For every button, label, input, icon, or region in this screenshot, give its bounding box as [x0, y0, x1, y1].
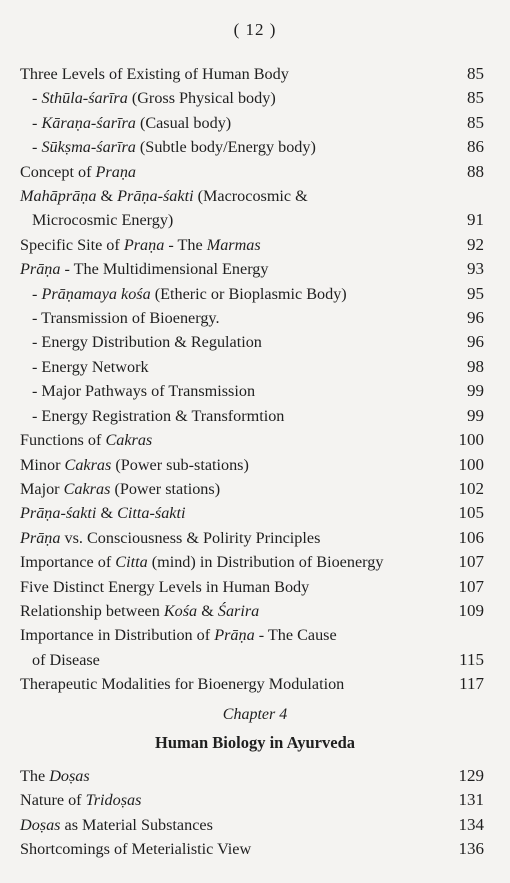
toc-entry-title — [20, 306, 444, 330]
toc-entry-page: 99 — [467, 405, 484, 425]
toc-entry-text: Minor — [20, 455, 65, 474]
toc-entry — [20, 86, 484, 110]
toc-entry-title — [20, 813, 444, 837]
toc-entry-title — [20, 282, 444, 306]
toc-entry-italic-text: Cakras — [64, 455, 112, 474]
toc-entry — [20, 623, 484, 672]
toc-entry-text: Functions of — [20, 431, 106, 450]
toc-entry-text: (Power stations) — [110, 479, 221, 498]
toc-entry — [20, 813, 484, 837]
toc-entry-italic-text: Sūkṣma-śarīra — [41, 138, 136, 157]
toc-entry-text: (Macrocosmic & — [193, 187, 308, 206]
chapter-title: Human Biology in Ayurveda — [154, 733, 356, 752]
toc-entry — [20, 428, 484, 452]
toc-entry-text: - — [32, 284, 42, 303]
toc-entry-page: 129 — [458, 766, 484, 785]
toc-entry-italic-text: Cakras — [63, 479, 111, 498]
toc-entry-page: 96 — [467, 332, 484, 352]
toc-entry-text: Shortcomings of Meterialistic View — [20, 840, 252, 859]
toc-entry-text: vs. Consciousness & Polirity Principles — [60, 528, 321, 547]
toc-entry-text: Importance in Distribution of — [20, 626, 215, 645]
toc-entry-title — [20, 355, 444, 379]
toc-entry — [20, 599, 484, 623]
toc-entry-page: 93 — [467, 259, 484, 279]
toc-entry-title — [20, 764, 444, 788]
toc-entry-text: (mind) in Distribution of Bioenergy — [147, 553, 384, 572]
toc-entry-italic-text: Sthūla-śarīra — [41, 89, 128, 108]
toc-entry — [20, 837, 484, 861]
toc-entry-page: 98 — [467, 356, 484, 376]
toc-entry-italic-text: Śarira — [217, 601, 260, 620]
toc-entry-text: as Material Substances — [60, 815, 213, 834]
toc-entry-page: 85 — [467, 112, 484, 132]
toc-entry — [20, 672, 484, 696]
toc-entry-text: - Transmission of Bioenergy. — [32, 309, 220, 328]
toc-entry-page: 131 — [458, 790, 484, 810]
toc-entry — [20, 306, 484, 330]
toc-entry — [20, 282, 484, 306]
toc-entry-text: Relationship between — [20, 601, 164, 620]
toc-entry — [20, 160, 484, 184]
toc-entry-title — [20, 623, 444, 672]
toc-entry — [20, 330, 484, 354]
toc-entry-page: 99 — [467, 381, 484, 401]
toc-entry-title — [20, 257, 444, 281]
toc-entry — [20, 184, 484, 233]
toc-entry — [20, 477, 484, 501]
toc-entry-page: 88 — [467, 161, 484, 181]
toc-entry-italic-text: Mahāprāṇa — [20, 187, 97, 206]
toc-entry-text: Major — [20, 479, 64, 498]
toc-entry — [20, 62, 484, 86]
toc-entry-title — [20, 599, 444, 623]
toc-entry-text: - Major Pathways of Transmission — [32, 382, 256, 401]
toc-entry-title — [20, 672, 444, 696]
toc-entry-italic-text: Citta-śakti — [117, 504, 186, 523]
table-of-contents — [20, 62, 484, 697]
toc-entry-page: 136 — [458, 839, 484, 859]
toc-entry-italic-text: Praṇa — [95, 162, 136, 181]
toc-entry-italic-text: Doṣas — [49, 767, 90, 785]
toc-entry — [20, 355, 484, 379]
toc-entry — [20, 233, 484, 257]
toc-entry — [20, 135, 484, 159]
toc-entry — [20, 526, 484, 550]
toc-entry — [20, 764, 484, 788]
toc-entry-page: 85 — [467, 88, 484, 108]
toc-entry-page: 134 — [458, 814, 484, 834]
toc-entry-text: The — [20, 767, 50, 785]
toc-entry-title — [20, 62, 444, 86]
toc-entry-page: 105 — [458, 503, 484, 523]
toc-entry-title — [20, 330, 444, 354]
toc-entry-page: 100 — [458, 454, 484, 474]
toc-entry-page: 102 — [458, 478, 484, 498]
toc-entry-page: 115 — [459, 649, 484, 669]
toc-entry-page: 91 — [467, 210, 484, 230]
toc-entry-page: 109 — [458, 600, 484, 620]
toc-entry-italic-text: Kośa — [163, 601, 198, 620]
toc-entry-title — [20, 379, 444, 403]
toc-entry-continuation: Microcosmic Energy) — [32, 211, 174, 230]
toc-entry-title — [20, 575, 444, 599]
toc-entry-text: Therapeutic Modalities for Bioenergy Modulation — [20, 675, 345, 694]
toc-entry-italic-text: Cakras — [105, 431, 153, 450]
toc-entry-text: - — [32, 138, 42, 157]
toc-entry-text: (Casual body) — [135, 113, 232, 132]
toc-entry-page: 106 — [458, 527, 484, 547]
toc-entry-page: 86 — [467, 137, 484, 157]
toc-entry-text: & — [96, 504, 118, 523]
toc-entry — [20, 453, 484, 477]
toc-entry-text: Specific Site of — [20, 235, 124, 254]
toc-entry-page: 117 — [459, 674, 484, 694]
toc-entry-title — [20, 233, 444, 257]
toc-entry-text: & — [96, 187, 118, 206]
table-of-contents-chapter-4 — [20, 764, 484, 862]
toc-entry-page: 100 — [458, 430, 484, 450]
toc-entry-italic-text: Prāṇa — [20, 260, 61, 279]
toc-entry — [20, 550, 484, 574]
toc-entry-page: 92 — [467, 234, 484, 254]
toc-entry-title — [20, 477, 444, 501]
toc-entry — [20, 575, 484, 599]
toc-entry — [20, 788, 484, 812]
toc-entry-text: - The Cause — [254, 626, 337, 645]
toc-entry-title — [20, 404, 444, 428]
toc-entry-italic-text: Prāṇa-śakti — [117, 187, 194, 206]
toc-entry-title — [20, 501, 444, 525]
toc-entry — [20, 404, 484, 428]
toc-entry-text: (Gross Physical body) — [127, 89, 276, 108]
toc-entry-text: - The Multidimensional Energy — [60, 260, 269, 279]
toc-entry-text: - — [32, 89, 42, 108]
toc-entry-page: 107 — [458, 552, 484, 572]
toc-entry-title — [20, 135, 444, 159]
toc-entry — [20, 111, 484, 135]
toc-entry-title — [20, 111, 444, 135]
toc-entry — [20, 501, 484, 525]
toc-entry-text: Concept of — [20, 162, 96, 181]
toc-entry-title — [20, 160, 444, 184]
toc-entry-continuation: of Disease — [32, 650, 100, 669]
chapter-label: Chapter 4 — [222, 706, 288, 723]
toc-entry — [20, 379, 484, 403]
toc-entry-italic-text: Kāraṇa-śarīra — [41, 113, 136, 132]
toc-entry-italic-text: Tridoṣas — [85, 791, 142, 810]
toc-entry-italic-text: Doṣas — [20, 815, 61, 834]
toc-entry-text: - — [32, 113, 42, 132]
page-number: ( 12 ) — [233, 20, 277, 39]
toc-entry-italic-text: Citta — [115, 553, 148, 572]
toc-entry-text: - Energy Network — [32, 357, 149, 376]
toc-entry-text: (Subtle body/Energy body) — [135, 138, 316, 157]
toc-entry-title — [20, 550, 444, 574]
toc-entry-text: Three Levels of Existing of Human Body — [20, 65, 289, 83]
toc-entry-page: 107 — [458, 576, 484, 596]
toc-entry-title — [20, 526, 444, 550]
toc-entry-text: (Etheric or Bioplasmic Body) — [150, 284, 347, 303]
toc-entry — [20, 257, 484, 281]
toc-entry-text: Importance of — [20, 553, 116, 572]
toc-entry-page: 95 — [467, 283, 484, 303]
toc-entry-page: 96 — [467, 308, 484, 328]
toc-entry-text: - Energy Distribution & Regulation — [32, 333, 262, 352]
toc-entry-italic-text: Prāṇamaya kośa — [41, 284, 151, 303]
toc-entry-italic-text: Prāṇa — [214, 626, 255, 645]
toc-entry-title — [20, 837, 444, 861]
toc-entry-title — [20, 86, 444, 110]
toc-entry-italic-text: Marmas — [206, 235, 261, 254]
toc-entry-italic-text: Prāṇa — [20, 528, 61, 547]
toc-entry-italic-text: Prāṇa-śakti — [20, 504, 97, 523]
toc-entry-italic-text: Praṇa — [123, 235, 165, 254]
toc-entry-text: - Energy Registration & Transformtion — [32, 406, 285, 425]
toc-entry-title — [20, 788, 444, 812]
toc-entry-title — [20, 428, 444, 452]
toc-entry-text: & — [197, 601, 218, 620]
toc-entry-text: Five Distinct Energy Levels in Human Body — [20, 577, 310, 596]
toc-entry-title — [20, 184, 444, 233]
toc-entry-text: - The — [164, 235, 207, 254]
toc-entry-page: 85 — [467, 64, 484, 83]
toc-entry-title — [20, 453, 444, 477]
toc-entry-text: Nature of — [20, 791, 86, 810]
toc-entry-text: (Power sub-stations) — [111, 455, 249, 474]
